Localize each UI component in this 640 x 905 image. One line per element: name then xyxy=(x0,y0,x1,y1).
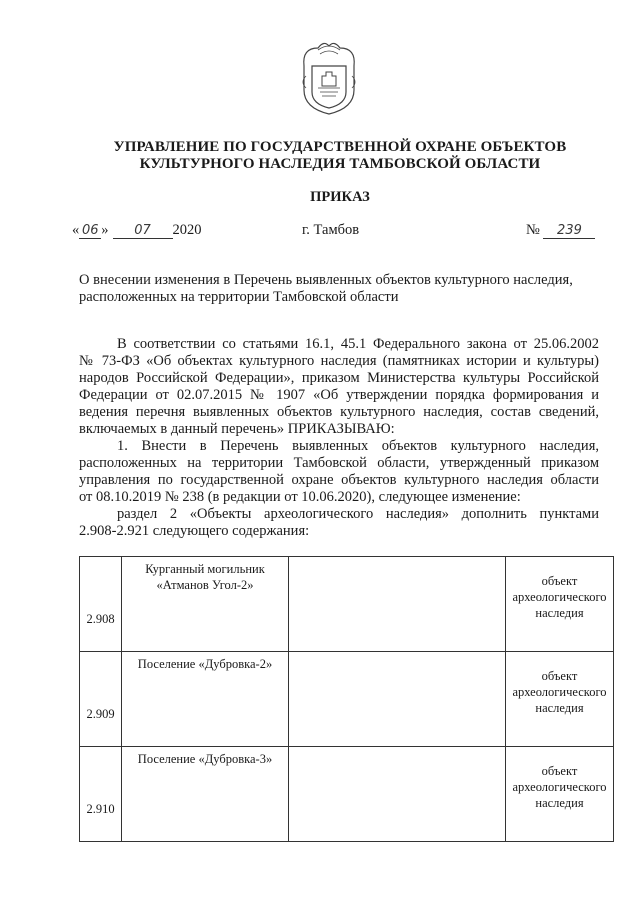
object-category: объект археологического наследия xyxy=(506,747,614,842)
body-line: народов Российской Федерации», приказом Министерства культуры Российской xyxy=(79,370,599,386)
table-row xyxy=(80,747,614,842)
document-type: ПРИКАЗ xyxy=(310,189,370,205)
order-year: 2020 xyxy=(172,222,202,238)
organization-name-line1: УПРАВЛЕНИЕ ПО ГОСУДАРСТВЕННОЙ ОХРАНЕ ОБЪЕКТОВ xyxy=(113,139,567,155)
body-line: 2.908-2.921 следующего содержания: xyxy=(79,523,310,539)
order-day: 06 xyxy=(79,224,101,239)
object-category: объект археологического наследия xyxy=(506,557,614,652)
body-line: расположенных на территории Тамбовской области, утвержденный приказом xyxy=(79,455,599,471)
organization-name-line2: КУЛЬТУРНОГО НАСЛЕДИЯ ТАМБОВСКОЙ ОБЛАСТИ xyxy=(139,156,541,172)
heritage-objects-table xyxy=(79,556,614,842)
order-title-line2: расположенных на территории Тамбовской области xyxy=(79,289,399,305)
table-row xyxy=(80,557,614,652)
order-city: г. Тамбов xyxy=(302,222,360,238)
row-number: 2.908 xyxy=(80,557,122,652)
body-line: управления по государственной охране объектов культурного наследия области xyxy=(79,472,599,488)
order-month: 07 xyxy=(113,224,173,239)
empty-cell xyxy=(289,557,506,652)
row-number: 2.909 xyxy=(80,652,122,747)
body-line: раздел 2 «Объекты археологического наследия» дополнить пунктами xyxy=(117,506,599,522)
object-name: Курганный могильник «Атманов Угол-2» xyxy=(122,557,289,652)
body-line: от 08.10.2019 № 238 (в редакции от 10.06.2020), следующее изменение: xyxy=(79,489,521,505)
empty-cell xyxy=(289,747,506,842)
object-category: объект археологического наследия xyxy=(506,652,614,747)
body-line: ведения перечня выявленных объектов культурного наследия, состав сведений, xyxy=(79,404,599,420)
object-name: Поселение «Дубровка-3» xyxy=(122,747,289,842)
body-line: № 73-ФЗ «Об объектах культурного наследия (памятниках истории и культуры) xyxy=(79,353,599,369)
body-line: Федерации от 02.07.2015 № 1907 «Об утверждении порядка формирования и xyxy=(79,387,599,403)
body-line: 1. Внести в Перечень выявленных объектов культурного наследия, xyxy=(117,438,599,454)
order-number-value: 239 xyxy=(543,224,595,239)
empty-cell xyxy=(289,652,506,747)
order-title-line1: О внесении изменения в Перечень выявленных объектов культурного наследия, xyxy=(79,272,573,288)
object-name: Поселение «Дубровка-2» xyxy=(122,652,289,747)
row-number: 2.910 xyxy=(80,747,122,842)
order-number: № 239 xyxy=(526,222,595,239)
coat-of-arms-icon xyxy=(298,36,360,116)
body-line: включаемых в данный перечень» ПРИКАЗЫВАЮ: xyxy=(79,421,395,437)
table-row xyxy=(80,652,614,747)
body-line: В соответствии со статьями 16.1, 45.1 Федерального закона от 25.06.2002 xyxy=(117,336,599,352)
order-date: « 06 » 07 2020 xyxy=(72,222,202,238)
